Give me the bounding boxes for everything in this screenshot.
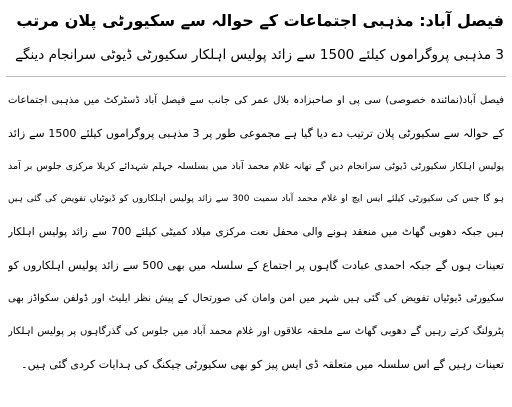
body-line: پٹرولنگ کرتے رہیں گے دھوبی گھاٹ سے ملحقہ علاقوں اور غلام محمد آباد میں جلوس کی گذرگاہوں پر پولیس اہلکار [8,326,504,337]
body-line: ہو گا جس کی سکیورٹی کیلئے ایس ایچ او غلام محمد آباد سمیت 300 سے زائد پولیس اہلکاروں کو ڈیوٹیاں تفویض کی گئی ہیں [8,194,504,204]
subheadline: 3 مذہبی پروگراموں کیلئے 1500 سے زائد پولیس اہلکار سکیورٹی ڈیوٹی سرانجام دینگے [15,47,504,63]
headline: فیصل آباد: مذہبی اجتماعات کے حوالہ سے سکیورٹی پلان مرتب [16,11,504,30]
body-line: تعینات رہیں گے اس سلسلہ میں متعلقہ ڈی ایس پیز کو بھی سکیورٹی چیکنگ کی ہدایات کردی گئی ہیں۔ [21,358,504,371]
body-line: فیصل آباد(نمائندہ خصوصی) سی پی او صاحبزادہ بلال عمر کی جانب سے فیصل آباد ڈسٹرکٹ میں مذہبی اجتماعات [8,95,504,106]
divider [6,76,506,77]
body-line: کے حوالہ سے سکیورٹی پلان ترتیب دے دیا گیا ہے مجموعی طور پر 3 مذہبی پروگراموں کیلئے 1500 سے زائد [8,127,504,140]
article-body [8,84,504,381]
body-line: سکیورٹی ڈیوٹیاں تفویض کی گئی ہیں شہر میں امن وامان کی صورتحال کے پیش نظر ایلیٹ اور ڈولفن سکواڈز بھی [8,293,504,304]
body-line: پولیس اہلکار سکیورٹی ڈیوٹی سرانجام دیں گے تھانہ غلام محمد آباد میں بسلسلہ جہلم شہدائے کربلا مرکزی جلوس بر آمد [8,161,504,172]
body-line: ہیں جبکہ دھوبی گھاٹ میں منعقد ہونے والی محفل نعت مرکزی میلاد کمیٹی کیلئے 700 سے زائد پولیس اہلکار [8,226,504,238]
body-line: تعینات ہوں گے جبکہ احمدی عبادت گاہوں پر اجتماع کے سلسلہ میں بھی 500 سے زائد پولیس اہلکاروں کو [8,259,504,272]
